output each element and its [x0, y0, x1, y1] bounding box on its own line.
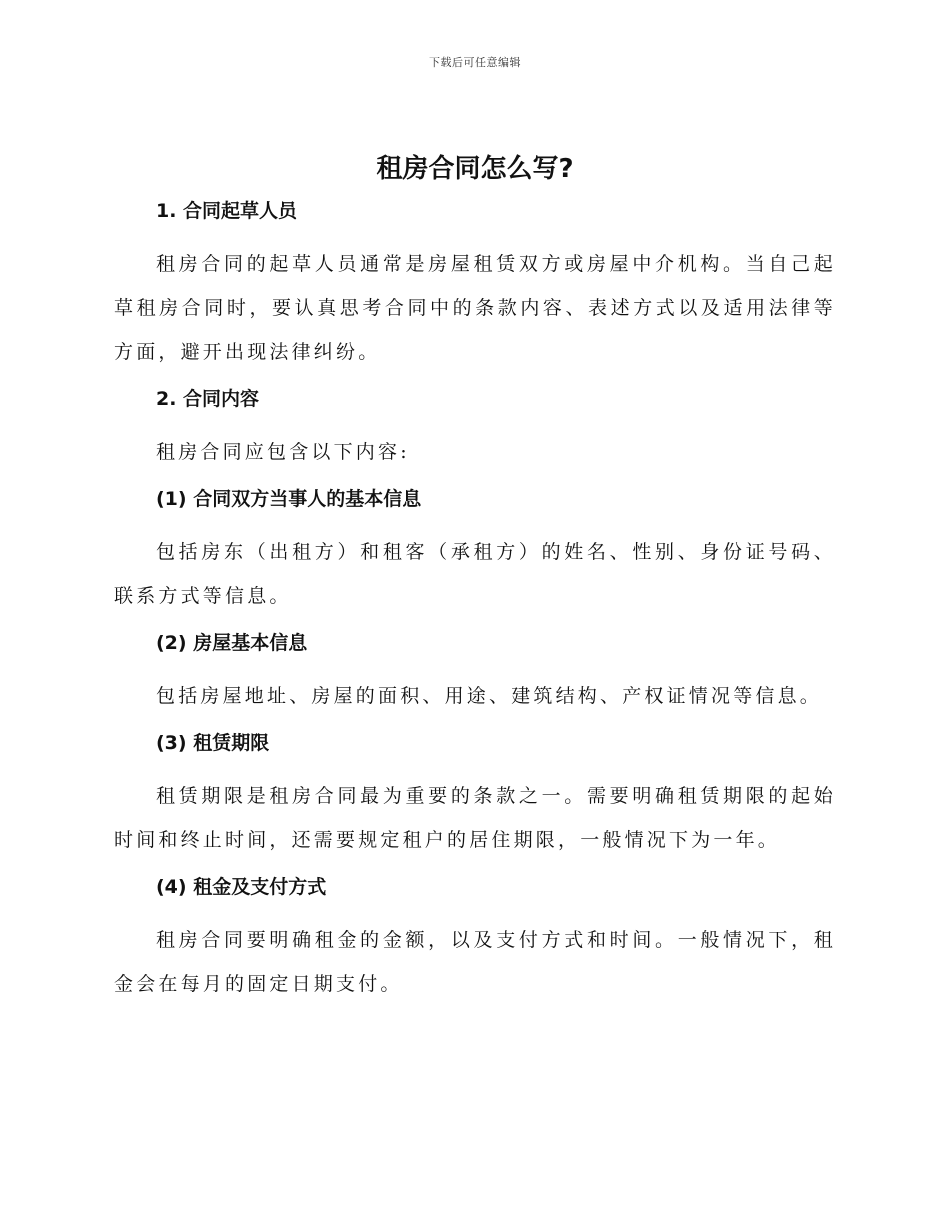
document-title: 租房合同怎么写? — [376, 154, 574, 184]
section-paragraph: 租房合同应包含以下内容: — [156, 441, 410, 463]
section-heading: (4) 租金及支付方式 — [156, 876, 327, 898]
document-body — [114, 194, 836, 1014]
section-paragraph: 租房合同的起草人员通常是房屋租赁双方或房屋中介机构。当自己起草租房合同时，要认真思考合同中的条款内容、表述方式以及适用法律等方面，避开出现法律纠纷。 — [114, 253, 836, 363]
section-paragraph: 包括房东（出租方）和租客（承租方）的姓名、性别、身份证号码、联系方式等信息。 — [114, 541, 836, 607]
section-heading: 2. 合同内容 — [156, 388, 260, 410]
section-heading: (1) 合同双方当事人的基本信息 — [156, 488, 422, 510]
section-paragraph: 包括房屋地址、房屋的面积、用途、建筑结构、产权证情况等信息。 — [156, 685, 823, 707]
section-paragraph: 租房合同要明确租金的金额，以及支付方式和时间。一般情况下，租金会在每月的固定日期支付。 — [114, 929, 836, 995]
section-paragraph: 租赁期限是租房合同最为重要的条款之一。需要明确租赁期限的起始时间和终止时间，还需要规定租户的居住期限，一般情况下为一年。 — [114, 785, 836, 851]
section-heading: (3) 租赁期限 — [156, 732, 270, 754]
section-heading: (2) 房屋基本信息 — [156, 632, 308, 654]
section-heading: 1. 合同起草人员 — [156, 200, 298, 222]
header-note: 下载后可任意编辑 — [429, 56, 521, 69]
